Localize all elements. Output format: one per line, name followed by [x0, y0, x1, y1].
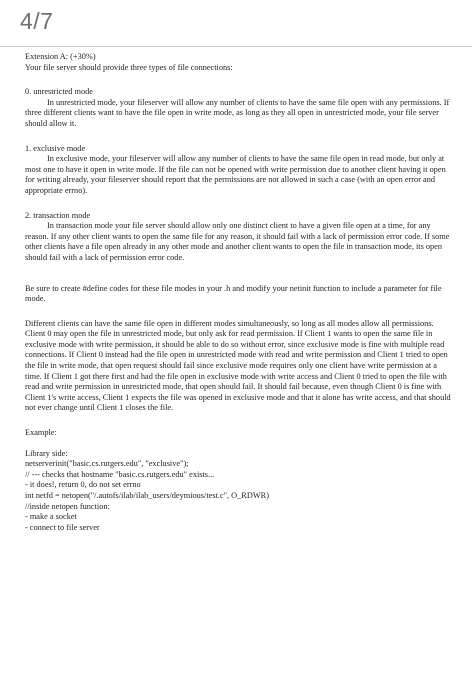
example-line: //inside netopen function:	[25, 501, 110, 511]
mode-body-unrestricted: In unrestricted mode, your fileserver will allow any number of clients to have the same file open with any permissions. If three different clients want to have the file open in write mode, as long as they all open in unrestricted mode, your file server should allow it.	[25, 97, 450, 128]
example-line: int netfd = netopen("/.autofs/ilab/ilab_users/deymious/test.c", O_RDWR)	[25, 491, 269, 500]
example-line: netserverinit("basic.cs.rutgers.edu", "exclusive");	[25, 459, 189, 469]
page-indicator: 4/7	[20, 8, 54, 34]
example-line: // --- checks that hostname "basic.cs.rutgers.edu" exists...	[25, 469, 215, 479]
define-note: Be sure to create #define codes for these file modes in your .h and modify your netinit function to include a parameter for file mode.	[25, 283, 442, 304]
mode-title-exclusive: 1. exclusive mode	[25, 143, 86, 153]
page-indicator-bar	[0, 0, 472, 47]
example-code	[25, 449, 455, 534]
mode-title-unrestricted: 0. unrestricted mode	[25, 87, 93, 97]
mode-explanation: Different clients can have the same file open in different modes simultaneously, so long as all modes allow all permissions. Client 0 may open the file in unrestricted mode, but only ask for read permission. If Client 1 wants to open the same file in exclusive mode with write permission, it should be able to do so without error, since exclusive mode is fine with multiple read connections. If Client 0 instead had the file open in unrestricted mode with read and write permission and Client 1 tried to open the file in write mode, that open request should fail since exclusive mode requires only one client have write permission at a time. If Client 1 got there first and had the file open in exclusive mode with write access and Client 0 tried to open the file with read and write permission in unrestricted mode, that open should fail. It should fail because, even though Client 0 is fine with Client 1's write access, Client 1 expects the file was opened in exclusive mode and that it alone has write access, and that should not ever change until Client 1 closes the file.	[25, 318, 451, 413]
example-line: - make a socket	[25, 512, 77, 522]
example-line: Library side:	[25, 448, 68, 458]
document-body	[25, 52, 455, 533]
example-line: - connect to file server	[25, 522, 100, 532]
mode-title-transaction: 2. transaction mode	[25, 210, 91, 220]
extension-heading: Extension A: (+30%)	[25, 52, 96, 61]
intro-text: Your file server should provide three types of file connections:	[25, 62, 233, 72]
example-label: Example:	[25, 428, 57, 438]
mode-body-transaction: In transaction mode your file server should allow only one distinct client to have a given file open at a time, for any reason. If any other client wants to open the same file for any reason, it should fail with a lack of permission error code. If some other clients have a file open already in any other mode and another client wants to open the file in transaction mode, its open should fail with a lack of permission error code.	[25, 221, 450, 262]
mode-body-exclusive: In exclusive mode, your fileserver will allow any number of clients to have the same file open in read mode, but only at most one to have it open in write mode. If the file can not be opened with write permission due to another client having it open for writing already, your fileserver should report that the permissions are not allowed in such a case (with an open error and appropriate errno).	[25, 154, 446, 195]
example-line: - it does!, return 0, do not set errno	[25, 480, 141, 490]
